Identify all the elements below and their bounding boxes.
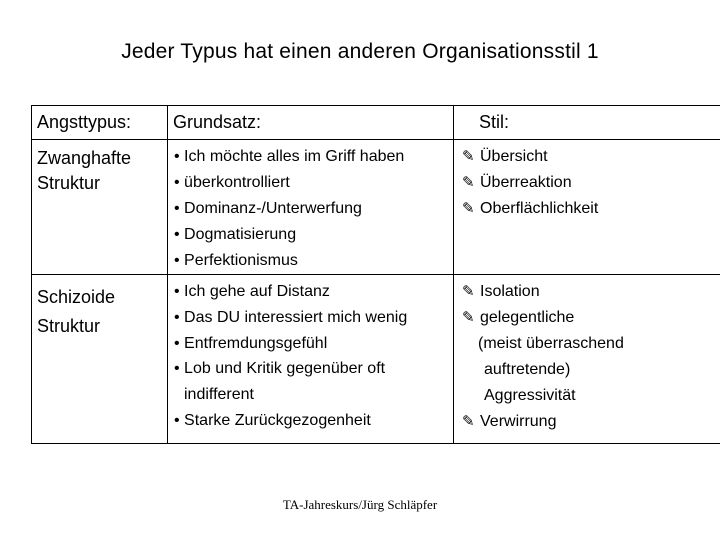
- principle-item-continuation: indifferent: [184, 386, 254, 404]
- footer-credit: TA-Jahreskurs/Jürg Schläpfer: [282, 497, 438, 512]
- style-text: Verwirrung: [480, 413, 557, 430]
- style-text: Übersicht: [480, 148, 548, 165]
- feather-pen-icon: ✎: [462, 309, 475, 326]
- type-label-line: Zwanghafte: [37, 148, 132, 168]
- principle-item: • Dogmatisierung: [174, 226, 297, 243]
- organisation-style-table: [31, 105, 720, 444]
- feather-pen-icon: ✎: [462, 174, 475, 191]
- style-text: Oberflächlichkeit: [480, 200, 599, 217]
- style-item: [462, 305, 720, 331]
- principle-cell: [168, 140, 454, 275]
- principle-item: • Das DU interessiert mich wenig: [174, 308, 408, 326]
- style-text: Isolation: [480, 283, 540, 300]
- style-item: [462, 409, 720, 435]
- style-item-continuation: (meist überraschend: [478, 335, 624, 352]
- style-cell: [454, 275, 720, 444]
- header-grundsatz: Grundsatz:: [168, 106, 454, 140]
- style-item: [462, 196, 720, 222]
- table-row: [32, 140, 720, 275]
- style-item: [462, 144, 720, 170]
- principle-item: • Perfektionismus: [174, 252, 298, 269]
- principle-cell: [168, 275, 454, 444]
- table-row: [32, 275, 720, 444]
- principle-item: • Lob und Kritik gegenüber oft: [174, 360, 386, 378]
- type-label-line: Schizoide: [37, 287, 116, 307]
- page-title: Jeder Typus hat einen anderen Organisationsstil 1: [121, 40, 599, 63]
- style-cell: [454, 140, 720, 275]
- feather-pen-icon: ✎: [462, 148, 475, 165]
- type-label-line: Struktur: [37, 173, 101, 193]
- feather-pen-icon: ✎: [462, 200, 475, 217]
- header-stil: Stil:: [454, 106, 720, 140]
- style-item-continuation: Aggressivität: [484, 387, 576, 404]
- style-item: [462, 279, 720, 305]
- table-header-row: [32, 106, 720, 140]
- principle-item: • Dominanz-/Unterwerfung: [174, 200, 362, 217]
- style-text: gelegentliche: [480, 309, 575, 326]
- style-item: [462, 170, 720, 196]
- feather-pen-icon: ✎: [462, 413, 475, 430]
- principle-item: • Entfremdungsgefühl: [174, 334, 328, 352]
- principle-item: • überkontrolliert: [174, 174, 290, 191]
- principle-item: • Starke Zurückgezogenheit: [174, 411, 371, 429]
- type-label-line: Struktur: [37, 316, 101, 336]
- style-text: Überreaktion: [480, 174, 572, 191]
- header-angsttypus: Angsttypus:: [32, 106, 168, 140]
- principle-item: • Ich gehe auf Distanz: [174, 283, 330, 300]
- principle-item: • Ich möchte alles im Griff haben: [174, 148, 405, 165]
- feather-pen-icon: ✎: [462, 283, 475, 300]
- style-item-continuation: auftretende): [484, 361, 571, 378]
- type-cell: [32, 140, 168, 275]
- type-cell: [32, 275, 168, 444]
